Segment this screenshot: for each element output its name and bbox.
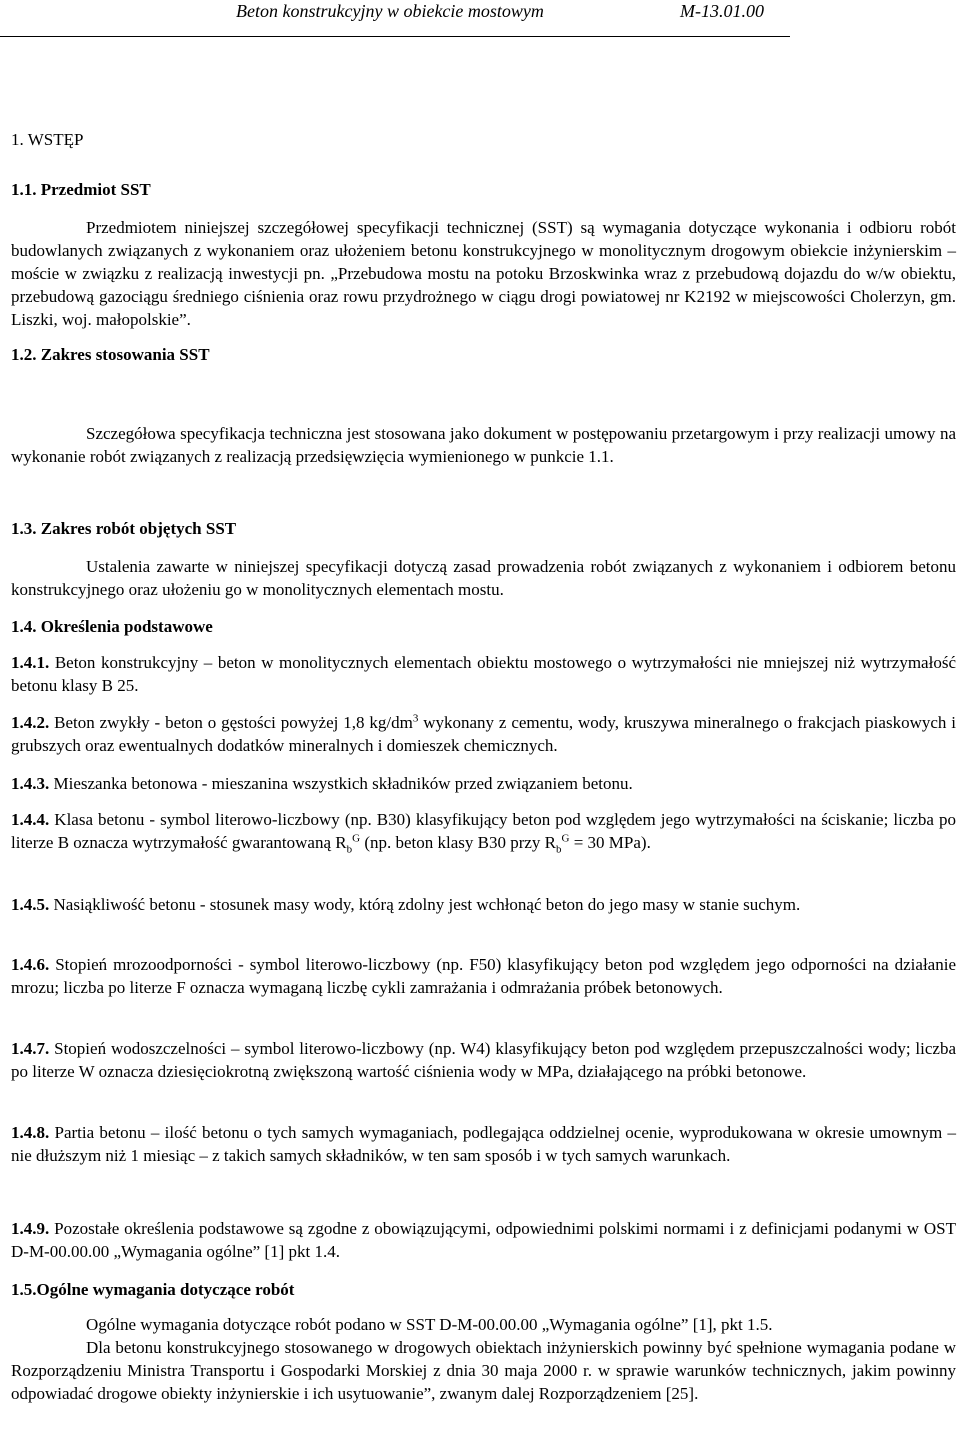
page-header	[0, 0, 790, 37]
section-1-1-heading	[11, 178, 956, 201]
definition-text-end: = 30 MPa).	[569, 833, 651, 852]
definition-number: 1.4.4.	[11, 810, 50, 829]
definition-text-cont: (np. beton klasy B30 przy R	[360, 833, 557, 852]
document-title: Beton konstrukcyjny w obiekcie mostowym	[236, 1, 544, 21]
definition-1-4-1	[11, 651, 956, 697]
section-1-1-title: 1.1. Przedmiot SST	[11, 180, 151, 199]
definition-number: 1.4.8.	[11, 1123, 50, 1142]
definition-1-4-8	[11, 1121, 956, 1167]
definition-1-4-6	[11, 953, 956, 999]
definition-number: 1.4.6.	[11, 955, 50, 974]
definition-text: Stopień mrozoodporności - symbol literowo-liczbowy (np. F50) klasyfikujący beton pod względem jego odporności na działanie mrozu; liczba po literze F oznacza wymaganą liczbę cykli zamrażania i odmrażania próbek betonowych.	[11, 955, 956, 997]
section-1-3-title: 1.3. Zakres robót objętych SST	[11, 519, 237, 538]
section-1-2-title: 1.2. Zakres stosowania SST	[11, 345, 210, 364]
definition-number: 1.4.7.	[11, 1039, 50, 1058]
definition-1-4-3	[11, 772, 956, 795]
section-1-5-heading	[11, 1278, 956, 1301]
section-1-5-title: 1.5.Ogólne wymagania dotyczące robót	[11, 1280, 295, 1299]
section-1-2-text: Szczegółowa specyfikacja techniczna jest stosowana jako dokument w postępowaniu przetargowym i przy realizacji umowy na wykonanie robót związanych z realizacją przedsięwzięcia wymienionego w punkcie 1.1.	[11, 424, 956, 466]
section-1-4-heading	[11, 615, 956, 638]
definition-1-4-9	[11, 1217, 956, 1263]
section-1-2-heading	[11, 343, 956, 366]
superscript: G	[352, 832, 361, 845]
section-1-4-title: 1.4. Określenia podstawowe	[11, 617, 213, 636]
definition-number: 1.4.9.	[11, 1219, 50, 1238]
definition-text-cont: wykonany z cementu, wody, kruszywa mineralnego o frakcjach piaskowych i grubszych oraz ewentualnych dodatków mineralnych i domieszek chemicznych.	[11, 713, 956, 755]
superscript: 3	[412, 712, 419, 725]
section-1-3-heading	[11, 517, 956, 540]
section-1-3-text: Ustalenia zawarte w niniejszej specyfikacji dotyczą zasad prowadzenia robót związanych z wykonaniem i odbiorem betonu konstrukcyjnego oraz ułożeniu go w monolitycznych elementach mostu.	[11, 557, 956, 599]
definition-number: 1.4.5.	[11, 895, 50, 914]
definition-text: Partia betonu – ilość betonu o tych samych wymaganiach, podlegająca oddzielnej ocenie, wyprodukowana w okresie umownym – nie dłuższym niż 1 miesiąc – z takich samych składników, w ten sam sposób i w tych samych warunkach.	[11, 1123, 957, 1165]
section-1-heading	[11, 128, 956, 151]
section-1-1-text: Przedmiotem niniejszej szczegółowej specyfikacji technicznej (SST) są wymagania dotyczące wykonania i odbioru robót budowlanych związanych z wykonaniem oraz ułożeniem betonu konstrukcyjnego w monolitycznym drogowym obiekcie inżynierskim – moście w związku z realizacją inwestycji pn. „Przebudowa mostu na potoku Brzoskwinka wraz z przebudową dojazdu do w/w obiektu, przebudową gazociągu średniego ciśnienia oraz rowu przydrożnego w ciągu drogi powiatowej nr K2192 w miejscowości Cholerzyn, gm. Liszki, woj. małopolskie”.	[11, 218, 956, 329]
definition-1-4-5	[11, 893, 956, 916]
subscript: b	[556, 843, 562, 856]
definition-text: Pozostałe określenia podstawowe są zgodne z obowiązującymi, odpowiednimi polskimi normami i z definicjami podanymi w OST D-M-00.00.00 „Wymagania ogólne” [1] pkt 1.4.	[11, 1219, 957, 1261]
definition-number: 1.4.3.	[11, 774, 50, 793]
definition-text: Stopień wodoszczelności – symbol literowo-liczbowy (np. W4) klasyfikujący beton pod względem przepuszczalności wody; liczba po literze W oznacza dziesięciokrotną zwiększoną wartość ciśnienia wody w MPa, działającego na próbki betonowe.	[11, 1039, 957, 1081]
definition-number: 1.4.1.	[11, 653, 50, 672]
definition-1-4-2	[11, 711, 956, 757]
section-1-title: 1. WSTĘP	[11, 130, 84, 149]
superscript: G	[561, 832, 570, 845]
definition-text: Mieszanka betonowa - mieszanina wszystkich składników przed związaniem betonu.	[53, 774, 633, 793]
section-1-5-paragraph-1: Ogólne wymagania dotyczące robót podano w SST D-M-00.00.00 „Wymagania ogólne” [1], pkt 1.5.	[86, 1315, 773, 1334]
definition-text: Nasiąkliwość betonu - stosunek masy wody, którą zdolny jest wchłonąć beton do jego masy w stanie suchym.	[53, 895, 801, 914]
definition-text: Beton konstrukcyjny – beton w monolitycznych elementach obiektu mostowego o wytrzymałości nie mniejszej niż wytrzymałość betonu klasy B 25.	[11, 653, 956, 695]
section-1-5-paragraph-2: Dla betonu konstrukcyjnego stosowanego w drogowych obiektach inżynierskich powinny być spełnione wymagania podane w Rozporządzeniu Ministra Transportu i Gospodarki Morskiej z dnia 30 maja 2000 r. w sprawie warunków technicznych, jakim powinny odpowiadać drogowe obiekty inżynierskie i ich usytuowanie”, zwanym dalej Rozporządzeniem [25].	[11, 1338, 956, 1403]
subscript: b	[346, 843, 353, 856]
definition-1-4-4	[11, 808, 956, 854]
definition-text: Klasa betonu - symbol literowo-liczbowy (np. B30) klasyfikujący beton pod względem jego wytrzymałości na ściskanie; liczba po literze B oznacza wytrzymałość gwarantowaną R	[11, 810, 956, 852]
definition-number: 1.4.2.	[11, 713, 50, 732]
definition-text: Beton zwykły - beton o gęstości powyżej 1,8 kg/dm	[54, 713, 413, 732]
document-code: M-13.01.00	[680, 1, 764, 21]
definition-1-4-7	[11, 1037, 956, 1083]
